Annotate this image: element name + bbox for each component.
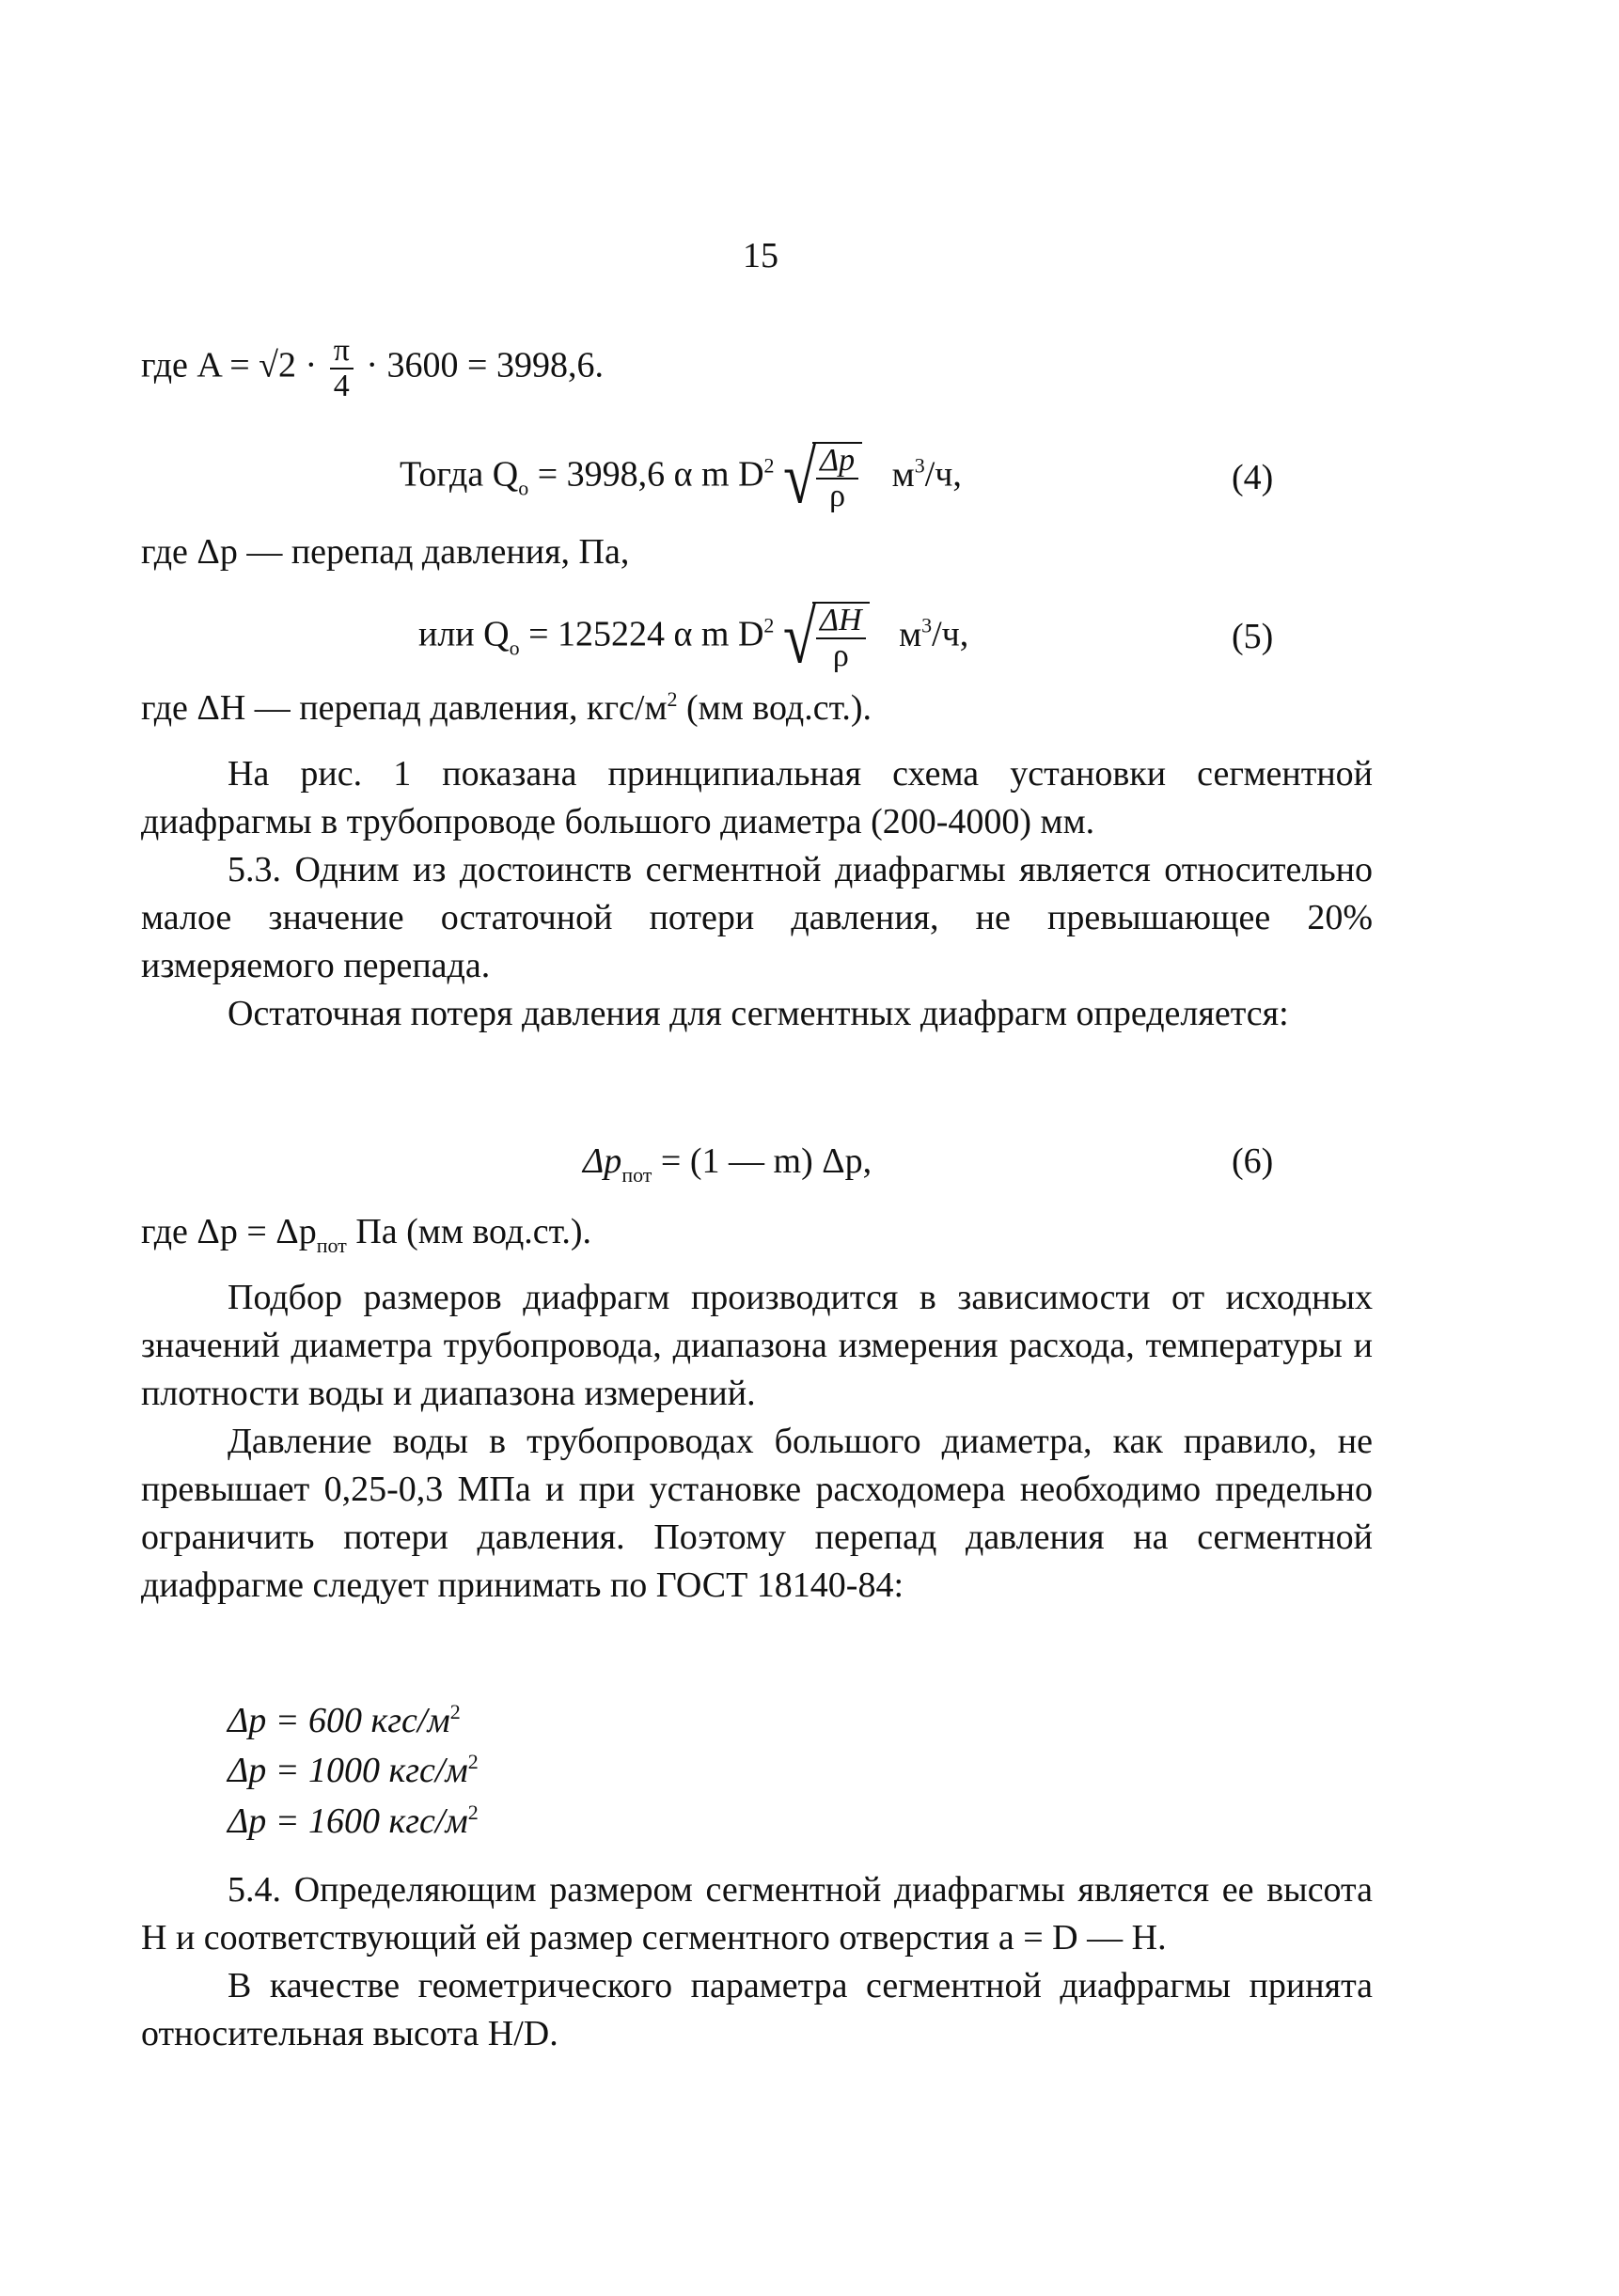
- sqrt-symbol: √ $\frac{\Delta H}{\rho}$: [783, 602, 870, 673]
- eq4-sub: o: [518, 476, 529, 500]
- equation-4: [400, 435, 962, 519]
- page-number: 15: [743, 236, 778, 275]
- eq4-coef: = 3998,6 α m D: [528, 454, 764, 495]
- where-dH-main: где ΔH — перепад давления, кгс/м: [141, 688, 668, 728]
- where-dp: где Δp — перепад давления, Па,: [141, 532, 630, 572]
- equation-6: [583, 1138, 872, 1185]
- eq6-label: (6): [1232, 1141, 1274, 1181]
- four-denominator: 4: [333, 369, 350, 403]
- paragraph-5-3: 5.3. Одним из достоинств сегментной диафрагмы является относительно малое значение остаточной потери давления, не превышающее 20% измеряемого перепада.: [141, 850, 1373, 985]
- eq5-den: ρ: [832, 638, 849, 673]
- where-6-sub: пот: [316, 1234, 347, 1257]
- text-block-2: [141, 1274, 1373, 1610]
- text-block-3: [141, 1866, 1373, 2058]
- dp-value-2-pow: 2: [467, 1750, 479, 1773]
- eq5-unit: м: [899, 614, 922, 654]
- eq6-sub: пот: [621, 1163, 652, 1187]
- paragraph-pressure: Давление воды в трубопроводах большого диаметра, как правило, не превышает 0,25-0,3 МПа и при установке расходомера необходимо предельно ограничить потери давления. Поэтому перепад давления на сегментной диафрагме следует принимать по ГОСТ 18140-84:: [141, 1422, 1373, 1605]
- eq6-rhs: = (1 — m) Δp,: [652, 1141, 872, 1181]
- equation-a-lead: где A = √2 ·: [141, 345, 318, 385]
- eq5-num: ΔH: [816, 604, 866, 639]
- pi-symbol: π: [330, 334, 354, 370]
- eq4-unit-pow: 3: [914, 453, 925, 478]
- eq5-sub: o: [509, 636, 520, 660]
- dp-value-3: [228, 1798, 479, 1845]
- where-6-lead: где Δp = Δp: [141, 1212, 317, 1251]
- eq4-num: Δp: [816, 444, 858, 480]
- where-dH-pow: 2: [667, 687, 678, 711]
- pi-over-four: [330, 334, 354, 403]
- eq4-fraction: [816, 444, 858, 513]
- eq4-lhs: Тогда Q: [400, 454, 519, 495]
- dp-value-3-text: Δp = 1600 кгс/м: [228, 1801, 468, 1841]
- dp-value-1: [228, 1697, 461, 1744]
- where-dH-tail: (мм вод.ст.).: [677, 688, 872, 728]
- sqrt-symbol: √ $\frac{\Delta p}{\rho}$: [783, 442, 862, 513]
- dp-value-2: [228, 1747, 479, 1794]
- eq6-lhs: Δp: [583, 1141, 622, 1181]
- paragraph-residual-loss: Остаточная потеря давления для сегментных диафрагм определяется:: [228, 994, 1289, 1033]
- eq5-unit-pow: 3: [921, 613, 933, 637]
- eq4-label: (4): [1232, 458, 1274, 497]
- eq4-unit-tail: /ч,: [924, 454, 962, 495]
- where-6: [141, 1208, 591, 1255]
- eq5-coef: = 125224 α m D: [519, 614, 764, 654]
- eq5-unit-tail: /ч,: [932, 614, 969, 654]
- text-block-1: [141, 750, 1373, 1038]
- eq4-unit: м: [891, 454, 915, 495]
- dp-value-1-text: Δp = 600 кгс/м: [228, 1701, 450, 1740]
- dp-value-2-text: Δp = 1000 кгс/м: [228, 1751, 468, 1790]
- equation-a-tail: · 3600 = 3998,6.: [366, 345, 604, 385]
- eq5-label: (5): [1232, 617, 1274, 656]
- equation-5: [418, 595, 969, 679]
- eq5-fraction: [816, 604, 866, 673]
- paragraph-selection: Подбор размеров диафрагм производится в зависимости от исходных значений диаметра трубопровода, диапазона измерения расхода, температуры и плотности воды и диапазона измерений.: [141, 1278, 1373, 1413]
- where-dH: [141, 684, 872, 731]
- paragraph-5-4: 5.4. Определяющим размером сегментной диафрагмы является ее высота H и соответствующий ей размер сегментного отверстия a = D — H.: [141, 1870, 1373, 1958]
- eq4-pow: 2: [763, 453, 775, 478]
- equation-a: [141, 334, 604, 403]
- dp-value-3-pow: 2: [467, 1801, 479, 1824]
- paragraph-geometric: В качестве геометрического параметра сегментной диафрагмы принята относительная высота H/D.: [141, 1966, 1373, 2053]
- paragraph-fig1: На рис. 1 показана принципиальная схема установки сегментной диафрагмы в трубопроводе большого диаметра (200-4000) мм.: [141, 754, 1373, 841]
- dp-value-1-pow: 2: [449, 1700, 461, 1723]
- eq5-lhs: или Q: [418, 614, 510, 654]
- eq5-pow: 2: [763, 613, 775, 637]
- where-6-tail: Па (мм вод.ст.).: [346, 1212, 592, 1251]
- eq4-den: ρ: [829, 479, 846, 513]
